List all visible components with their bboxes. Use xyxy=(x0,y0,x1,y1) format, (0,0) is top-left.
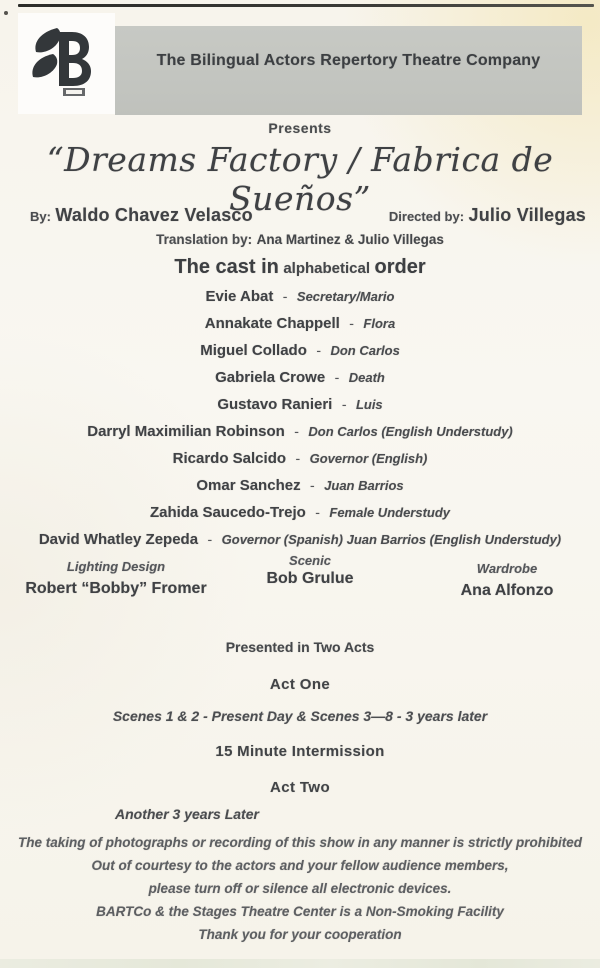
top-border-rule xyxy=(18,4,594,7)
cast-row xyxy=(0,526,600,553)
cast-row xyxy=(0,445,600,472)
notice-silence-devices: please turn off or silence all electronic devices. xyxy=(148,881,452,896)
notice-non-smoking: BARTCo & the Stages Theatre Center is a Non-Smoking Facility xyxy=(96,904,504,919)
actor-name: Annakate Chappell xyxy=(204,315,340,332)
presents-label: Presents xyxy=(268,120,332,136)
cast-separator: - xyxy=(282,288,288,304)
cast-separator: - xyxy=(341,396,347,412)
cast-row xyxy=(0,283,600,310)
actor-name: Ricardo Salcido xyxy=(172,450,287,467)
actor-role: Governor (English) xyxy=(309,451,428,466)
act-two-time-note: Another 3 years Later xyxy=(115,806,259,822)
cast-separator: - xyxy=(315,504,320,520)
company-banner xyxy=(115,26,582,115)
actor-role: Secretary/Mario xyxy=(296,289,395,304)
wardrobe-credit xyxy=(427,561,587,600)
director-name: Julio Villegas xyxy=(468,205,586,225)
wardrobe-designer-name: Ana Alfonzo xyxy=(460,582,554,599)
actor-name: Omar Sanchez xyxy=(196,477,301,494)
bartco-b-logo-icon xyxy=(27,20,107,108)
cast-separator: - xyxy=(316,342,321,358)
translation-label: Translation by: xyxy=(156,232,253,247)
actor-role: Governor (Spanish) Juan Barrios (English Understudy) xyxy=(221,532,562,547)
cast-list xyxy=(0,283,600,553)
translator-names: Ana Martinez & Julio Villegas xyxy=(256,232,444,247)
audience-notices xyxy=(0,831,600,946)
cast-row xyxy=(0,310,600,337)
cast-row xyxy=(0,499,600,526)
actor-name: Gustavo Ranieri xyxy=(217,396,333,413)
notice-no-photography: The taking of photographs or recording of this show in any manner is strictly prohibited xyxy=(17,835,583,850)
actor-role: Female Understudy xyxy=(329,505,451,520)
intermission-notice: 15 Minute Intermission xyxy=(215,743,385,760)
author-credit xyxy=(30,205,253,226)
actor-name: Evie Abat xyxy=(205,288,274,305)
notice-thank-you: Thank you for your cooperation xyxy=(198,927,402,942)
company-name: The Bilingual Actors Repertory Theatre Company xyxy=(156,52,541,69)
cast-separator: - xyxy=(349,315,354,331)
byline-row xyxy=(0,205,600,231)
actor-name: Miguel Collado xyxy=(200,342,307,359)
cast-separator: - xyxy=(334,369,340,385)
presented-in-two-acts: Presented in Two Acts xyxy=(225,639,375,655)
by-label: By: xyxy=(30,209,51,224)
actor-role: Flora xyxy=(363,316,396,331)
crew-credits xyxy=(0,553,600,623)
scan-speck xyxy=(4,11,8,15)
cast-heading-part3: order xyxy=(374,256,426,278)
actor-role: Death xyxy=(348,370,385,385)
act-two-heading: Act Two xyxy=(269,779,331,796)
cast-separator: - xyxy=(207,531,213,547)
notice-courtesy: Out of courtesy to the actors and your fellow audience members, xyxy=(91,858,509,873)
actor-name: Gabriela Crowe xyxy=(215,369,326,386)
cast-heading-part1: The cast in xyxy=(174,256,279,278)
cast-row xyxy=(0,364,600,391)
cast-heading-part2: alphabetical xyxy=(283,260,371,277)
scenic-designer-name: Bob Grulue xyxy=(266,570,354,587)
translation-credit xyxy=(0,231,600,249)
wardrobe-title: Wardrobe xyxy=(476,561,538,576)
cast-separator: - xyxy=(310,477,315,493)
cast-row xyxy=(0,418,600,445)
actor-role: Don Carlos xyxy=(330,343,400,358)
directed-by-label: Directed by: xyxy=(388,209,465,224)
cast-row xyxy=(0,337,600,364)
bottom-scan-strip xyxy=(0,959,600,968)
lighting-design-title: Lighting Design xyxy=(66,559,166,574)
cast-row xyxy=(0,391,600,418)
cast-heading xyxy=(0,256,600,279)
lighting-designer-name: Robert “Bobby” Fromer xyxy=(25,580,207,597)
actor-name: Darryl Maximilian Robinson xyxy=(87,423,285,440)
actor-role: Juan Barrios xyxy=(324,478,404,493)
cast-separator: - xyxy=(294,423,299,439)
actor-role: Luis xyxy=(355,397,383,412)
show-title: “Dreams Factory / Fabrica de Sueños” xyxy=(46,140,554,218)
actor-name: Zahida Saucedo-Trejo xyxy=(149,504,306,521)
actor-role: Don Carlos (English Understudy) xyxy=(308,424,513,439)
actor-name: David Whatley Zepeda xyxy=(38,531,199,548)
director-credit xyxy=(389,205,586,226)
cast-row xyxy=(0,472,600,499)
scenic-credit xyxy=(210,553,410,588)
act-one-scenes: Scenes 1 & 2 - Present Day & Scenes 3—8 - 3 years later xyxy=(112,708,488,724)
scenic-title: Scenic xyxy=(289,553,331,568)
company-logo xyxy=(18,13,115,114)
lighting-design-credit xyxy=(16,559,216,598)
author-name: Waldo Chavez Velasco xyxy=(55,205,253,225)
cast-separator: - xyxy=(295,450,301,466)
act-one-heading: Act One xyxy=(269,676,331,693)
